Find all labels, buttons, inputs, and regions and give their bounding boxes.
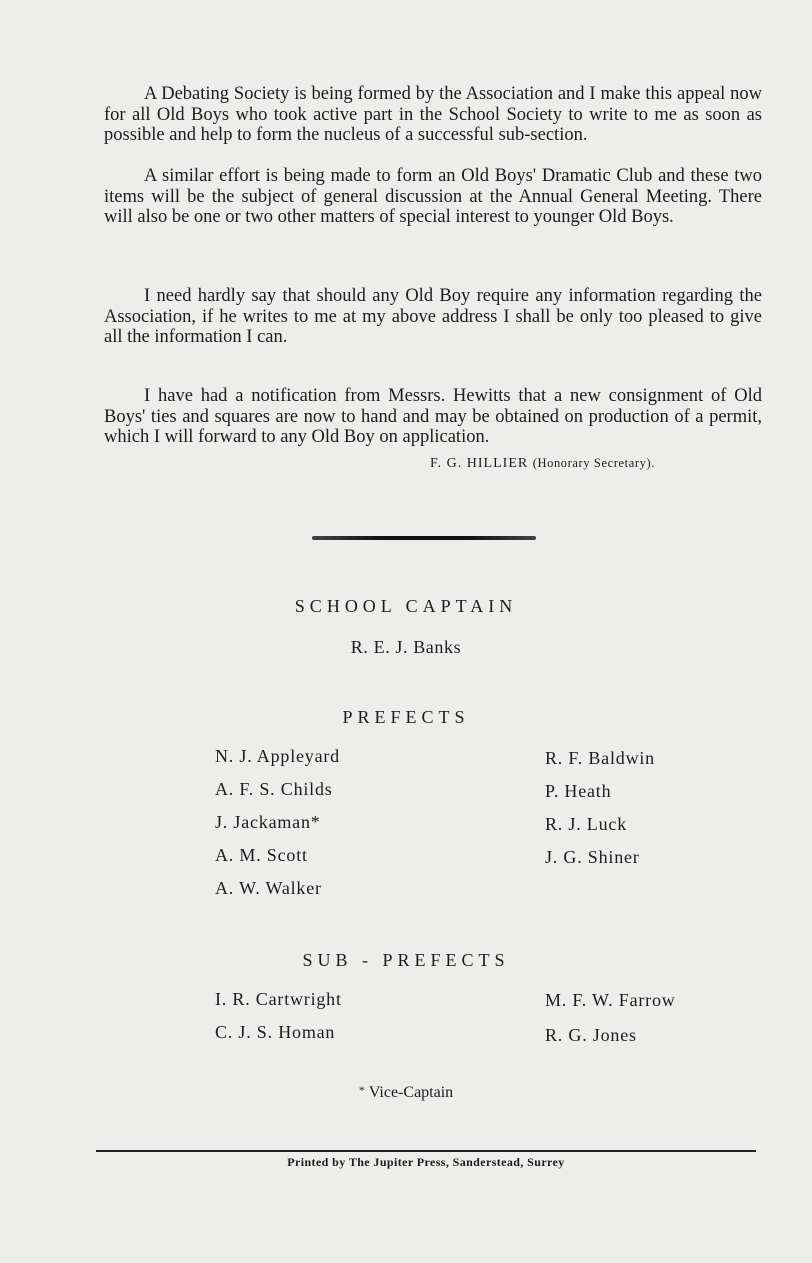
prefect-name: A. M. Scott [215,845,308,865]
sub-prefects-heading: SUB - PREFECTS [302,950,510,970]
paragraph-ties-squares [104,386,762,448]
prefect-name: R. J. Luck [545,814,627,834]
school-captain-heading: SCHOOL CAPTAIN [294,596,518,616]
paragraph-debating-society [104,84,762,146]
sub-prefect-name: I. R. Cartwright [215,989,342,1009]
asterisk-marker: * [358,1083,365,1097]
printer-credit: Printed by The Jupiter Press, Sanderstead, Surrey [287,1155,565,1169]
section-divider [312,536,536,540]
paragraph-text: A similar effort is being made to form an Old Boys' Dramatic Club and these two items will be the subject of general discussion at the Annual General Meeting. There will also be one or two other matters of special interest to younger Old Boys. [104,166,762,228]
signature-role: (Honorary Secretary). [532,456,655,470]
prefect-name: A. W. Walker [215,878,322,898]
sub-prefect-name: R. G. Jones [545,1025,637,1045]
school-captain-name: R. E. J. Banks [350,637,462,657]
prefect-name: A. F. S. Childs [215,779,333,799]
paragraph-dramatic-club [104,166,762,228]
prefects-heading: PREFECTS [342,707,470,727]
prefect-name: J. Jackaman* [215,812,321,832]
paragraph-information [104,286,762,348]
signature [430,456,655,472]
footer-rule [96,1150,756,1152]
sub-prefect-name: M. F. W. Farrow [545,990,676,1010]
paragraph-text: A Debating Society is being formed by the Association and I make this appeal now for all Old Boys who took active part in the School Society to write to me as soon as possible and help to form the nucleus of a successful sub-section. [104,84,762,146]
prefect-name: P. Heath [545,781,612,801]
signature-name: F. G. HILLIER [430,456,529,471]
footnote-text: Vice-Captain [368,1084,454,1101]
prefect-name: R. F. Baldwin [545,748,655,768]
paragraph-text: I have had a notification from Messrs. Hewitts that a new consignment of Old Boys' ties and squares are now to hand and may be obtained on production of a permit, which I will forward to any Old Boy on application. [104,386,762,448]
paragraph-text: I need hardly say that should any Old Boy require any information regarding the Association, if he writes to me at my above address I shall be only too pleased to give all the information I can. [104,286,762,348]
prefect-name: J. G. Shiner [545,847,640,867]
footnote [0,1083,812,1102]
sub-prefect-name: C. J. S. Homan [215,1022,336,1042]
prefect-name: N. J. Appleyard [215,746,340,766]
